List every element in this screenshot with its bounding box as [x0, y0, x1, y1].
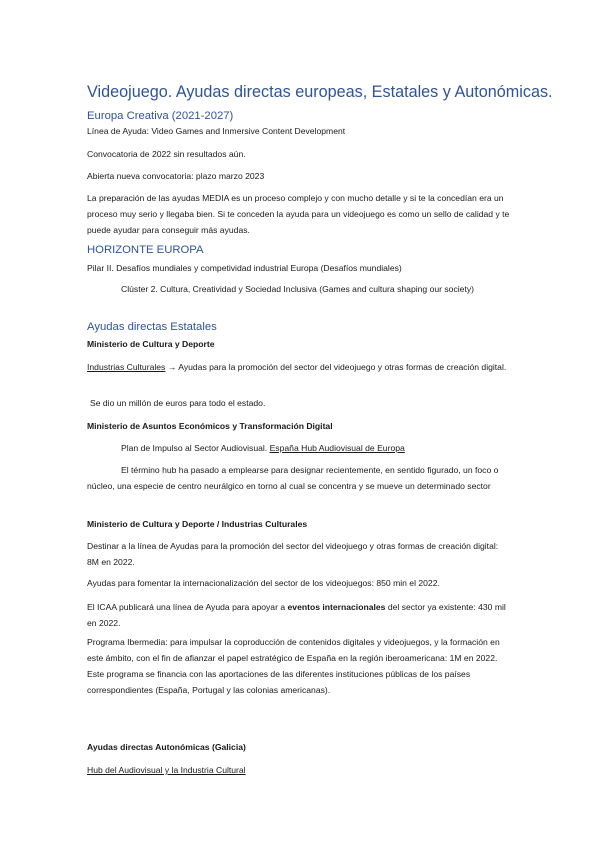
autonomicas-heading: Ayudas directas Autonómicas (Galicia)	[87, 742, 246, 752]
europa-preparacion-paragraph: La preparación de las ayudas MEDIA es un proceso complejo y con mucho detalle y si te la concedían era un proceso muy serio y llegaba bien. Si te conceden la ayuda para un videojuego es como un sello de calidad y te puede ayudar para conseguir más ayudas.	[87, 193, 510, 235]
europa-convocatoria: Convocatoria de 2022 sin resultados aún.	[87, 149, 246, 159]
destinar-paragraph: Destinar a la línea de Ayudas para la promoción del sector del videojuego y otras formas de creación digital: 8M en 2022.	[87, 541, 499, 567]
icaa-text-before: El ICAA publicará una línea de Ayuda para apoyar a	[87, 602, 288, 612]
icaa-paragraph	[87, 599, 507, 631]
europa-linea-ayuda: Línea de Ayuda: Video Games and Inmersive Content Development	[87, 126, 346, 136]
plan-impulso-line	[121, 443, 405, 454]
ministerio-asuntos-heading: Ministerio de Asuntos Económicos y Transformación Digital	[87, 421, 333, 431]
espana-hub-link[interactable]: España Hub Audiovisual de Europa	[269, 443, 405, 453]
ministerio-cultura-industrias-heading: Ministerio de Cultura y Deporte / Industrias Culturales	[87, 519, 308, 529]
millon-euros-line: Se dio un millón de euros para todo el estado.	[90, 398, 266, 408]
ministerio-cultura-heading: Ministerio de Cultura y Deporte	[87, 339, 215, 349]
ibermedia-paragraph: Programa Ibermedia: para impulsar la coproducción de contenidos digitales y videojuegos, y la formación en este ámbito, con el fin de afianzar el papel estratégico de España en la región iberoamericana: 1M en 2022. Este programa se financia con las aportaciones de las diferentes instituciones públicas de los países correspondientes (España, Portugal y las colonias americanas).	[87, 637, 500, 695]
hub-audiovisual-link[interactable]: Hub del Audiovisual y la Industria Cultural	[87, 765, 246, 775]
industrias-culturales-link[interactable]: Industrias Culturales	[87, 362, 166, 372]
internacionalizacion-line: Ayudas para fomentar la internacionalización del sector de los videojuegos: 850 min el 2022.	[87, 578, 440, 588]
document-title: Videojuego. Ayudas directas europeas, Estatales y Autonómicas.	[87, 83, 553, 101]
horizonte-europa-heading: HORIZONTE EUROPA	[87, 244, 204, 256]
europa-creativa-heading: Europa Creativa (2021-2027)	[87, 110, 234, 122]
icaa-eventos-bold: eventos internacionales	[287, 602, 386, 612]
icaa-text-after: del sector ya existente: 430 mil en 2022.	[87, 602, 506, 628]
hub-definition-paragraph: El término hub ha pasado a emplearse para designar recientemente, en sentido figurado, un foco o núcleo, una especie de centro neurálgico en torno al cual se concentra y se mueve un determinado sector	[87, 465, 499, 491]
horizonte-cluster: Clúster 2. Cultura, Creatividad y Sociedad Inclusiva (Games and cultura shaping our society)	[121, 284, 474, 294]
plan-impulso-text: Plan de Impulso al Sector Audiovisual.	[121, 443, 270, 453]
horizonte-pilar: Pilar II. Desafíos mundiales y competividad industrial Europa (Desafíos mundiales)	[87, 263, 402, 273]
estatales-heading: Ayudas directas Estatales	[87, 321, 217, 333]
industrias-culturales-paragraph	[87, 359, 517, 375]
europa-abierta: Abierta nueva convocatoria: plazo marzo 2023	[87, 171, 265, 181]
industrias-culturales-text: → Ayudas para la promoción del sector del videojuego y otras formas de creación digital.	[165, 362, 507, 372]
